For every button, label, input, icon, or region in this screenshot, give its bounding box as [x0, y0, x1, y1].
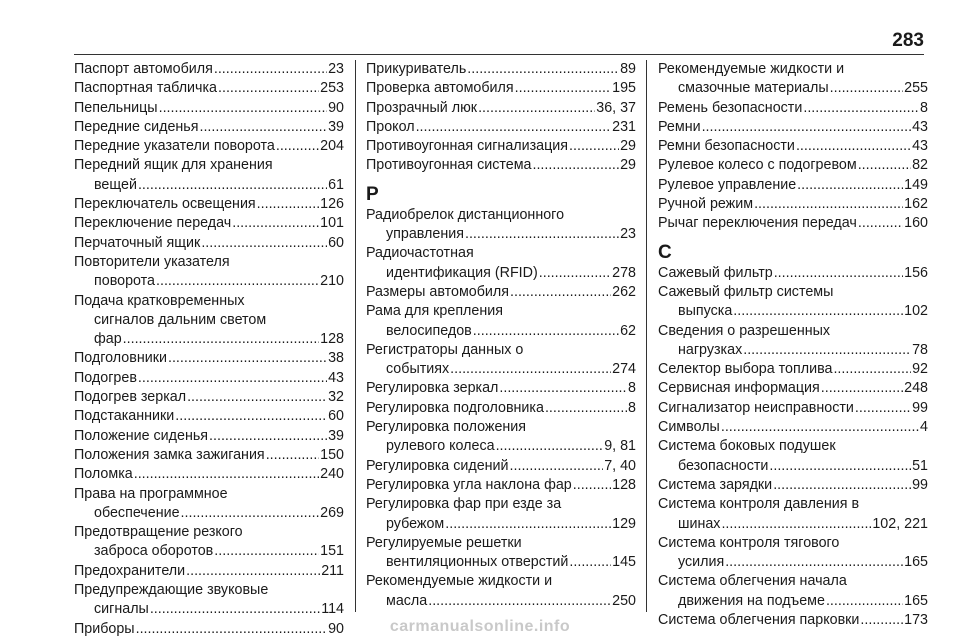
index-entry-line: Регулировка фар при езде за [366, 496, 562, 513]
dot-leader [186, 562, 320, 581]
index-entry-line: Система контроля тягового [658, 534, 840, 551]
dot-leader [721, 515, 871, 534]
index-entry-page: 43 [912, 118, 928, 135]
index-entry-text: Регулировка зеркал [366, 380, 499, 397]
index-entry[interactable] [658, 341, 928, 360]
dot-leader [168, 349, 327, 368]
index-entry[interactable] [658, 156, 928, 175]
index-entry[interactable] [658, 264, 928, 283]
dot-leader [266, 446, 319, 465]
dot-leader [510, 283, 611, 302]
index-entry-page: 248 [904, 380, 928, 397]
column-divider-2 [646, 60, 647, 612]
dot-leader [833, 360, 911, 379]
dot-leader [257, 195, 319, 214]
index-entry-page: 211 [321, 562, 344, 579]
index-entry[interactable] [74, 137, 344, 156]
index-entry-text: Поломка [74, 466, 133, 483]
index-entry[interactable] [74, 542, 344, 561]
index-entry[interactable] [658, 118, 928, 137]
index-entry[interactable] [74, 465, 344, 484]
index-entry[interactable] [366, 553, 636, 572]
index-entry-text: Рулевое колесо с подогревом [658, 157, 857, 174]
index-entry-page: 262 [612, 283, 636, 300]
index-entry[interactable] [658, 99, 928, 118]
dot-leader [232, 214, 319, 233]
index-entry-line: Радиобрелок дистанционного [366, 206, 565, 223]
index-entry-line: Подача кратковременных [74, 292, 245, 309]
index-entry[interactable] [658, 418, 928, 437]
dot-leader [858, 214, 903, 233]
index-entry[interactable] [74, 79, 344, 98]
index-entry-text: вентиляционных отверстий [386, 554, 569, 571]
index-entry-text: Положения замка зажигания [74, 446, 265, 463]
index-entry-page: 151 [320, 543, 344, 560]
index-entry[interactable] [658, 476, 928, 495]
index-entry[interactable] [366, 264, 636, 283]
index-entry-text: заброса оборотов [94, 543, 214, 560]
index-entry-page: 29 [620, 157, 636, 174]
index-entry-text: Передние указатели поворота [74, 138, 275, 155]
header-rule [74, 54, 924, 55]
index-entry-page: 278 [612, 264, 636, 281]
index-entry[interactable] [658, 553, 928, 572]
index-entry[interactable] [658, 399, 928, 418]
dot-leader [754, 195, 903, 214]
index-entry-text: Подогрев зеркал [74, 389, 187, 406]
section-letter: С [658, 241, 672, 263]
dot-leader [830, 79, 903, 98]
index-entry-text: Приборы [74, 620, 135, 637]
dot-leader [445, 515, 611, 534]
index-entry-page: 8 [628, 380, 636, 397]
index-entry-page: 210 [320, 273, 344, 290]
index-entry-page: 274 [612, 361, 636, 378]
index-entry-text: Регулировка сидений [366, 457, 509, 474]
index-entry-text: поворота [94, 273, 156, 290]
index-entry-text: Прозрачный люк [366, 99, 478, 116]
index-entry-page: 29 [620, 138, 636, 155]
index-entry-line: Радиочастотная [366, 245, 474, 262]
index-entry[interactable] [74, 272, 344, 291]
index-entry-text: Проверка автомобиля [366, 80, 514, 97]
index-entry-line: Регулируемые решетки [366, 534, 522, 551]
index-entry-page: 129 [612, 515, 636, 532]
index-entry-page: 92 [912, 361, 928, 378]
index-entry[interactable] [74, 446, 344, 465]
index-entry[interactable] [74, 195, 344, 214]
dot-leader [721, 418, 919, 437]
index-entry-text: обеспечение [94, 504, 180, 521]
index-entry-page: 60 [328, 408, 344, 425]
index-entry[interactable] [74, 330, 344, 349]
index-entry[interactable] [74, 504, 344, 523]
dot-leader [123, 330, 319, 349]
dot-leader [773, 476, 911, 495]
index-entry-page: 102, 221 [872, 515, 928, 532]
dot-leader [725, 553, 903, 572]
dot-leader [855, 399, 911, 418]
index-entry-text: Переключение передач [74, 215, 232, 232]
index-entry-text: Противоугонная система [366, 157, 532, 174]
index-entry-text: Селектор выбора топлива [658, 361, 833, 378]
index-entry-page: 32 [328, 389, 344, 406]
index-entry[interactable] [658, 379, 928, 398]
index-entry-page: 43 [328, 369, 344, 386]
dot-leader [797, 176, 903, 195]
index-entry-text: Подстаканники [74, 408, 175, 425]
index-entry-text: Сажевый фильтр [658, 264, 773, 281]
dot-leader [569, 137, 619, 156]
index-entry-text: выпуска [678, 303, 733, 320]
index-entry-page: 39 [328, 118, 344, 135]
index-entry-page: 23 [328, 61, 344, 77]
index-entry-text: идентификация (RFID) [386, 264, 538, 281]
index-entry-text: Система зарядки [658, 476, 773, 493]
dot-leader [450, 360, 611, 379]
index-entry-page: 90 [328, 620, 344, 637]
dot-leader [510, 457, 604, 476]
index-entry[interactable] [366, 156, 636, 175]
index-entry-text: Символы [658, 419, 720, 436]
dot-leader [138, 176, 327, 195]
dot-leader [156, 272, 319, 291]
dot-leader [159, 99, 328, 118]
index-entry-text: Предохранители [74, 562, 186, 579]
index-entry-text: Прикуриватель [366, 61, 467, 77]
index-entry-text: сигналы [94, 601, 149, 618]
index-entry[interactable] [366, 322, 636, 341]
index-entry-line: Рекомендуемые жидкости и [366, 573, 553, 590]
index-entry-page: 195 [612, 80, 636, 97]
dot-leader [467, 60, 619, 79]
index-entry[interactable] [74, 562, 344, 581]
index-entry-page: 173 [904, 612, 928, 629]
dot-leader [803, 99, 919, 118]
index-entry[interactable] [366, 399, 636, 418]
dot-leader [473, 322, 619, 341]
index-entry-page: 36, 37 [596, 99, 636, 116]
dot-leader [743, 341, 911, 360]
dot-leader [515, 79, 612, 98]
index-entry-page: 8 [920, 99, 928, 116]
dot-leader [478, 99, 595, 118]
index-entry-page: 62 [620, 322, 636, 339]
index-entry[interactable] [658, 360, 928, 379]
index-entry-page: 114 [321, 601, 344, 618]
index-entry-line: Предотвращение резкого [74, 524, 243, 541]
index-entry[interactable] [74, 427, 344, 446]
index-entry[interactable] [366, 79, 636, 98]
dot-leader [569, 553, 611, 572]
index-entry[interactable] [74, 388, 344, 407]
index-entry-text: Ручной режим [658, 196, 754, 213]
index-entry-text: Рулевое управление [658, 176, 797, 193]
index-entry[interactable] [366, 137, 636, 156]
index-entry-line: Регулировка положения [366, 419, 527, 436]
index-entry-text: Передние сиденья [74, 118, 199, 135]
index-entry-page: 145 [612, 554, 636, 571]
page-number: 283 [892, 30, 924, 51]
index-entry[interactable] [366, 118, 636, 137]
index-entry-page: 269 [320, 504, 344, 521]
index-entry-text: безопасности [678, 457, 769, 474]
index-entry[interactable] [74, 176, 344, 195]
index-entry[interactable] [74, 60, 344, 79]
index-entry[interactable] [74, 600, 344, 619]
index-entry-text: Ремень безопасности [658, 99, 803, 116]
index-entry-page: 255 [904, 80, 928, 97]
index-entry-text: Паспорт автомобиля [74, 61, 213, 77]
index-entry-page: 156 [904, 264, 928, 281]
index-entry-text: Ремни [658, 118, 701, 135]
index-entry[interactable] [74, 234, 344, 253]
dot-leader [214, 542, 319, 561]
index-entry-text: Подогрев [74, 369, 137, 386]
index-entry-text: Рычаг переключения передач [658, 215, 857, 232]
index-entry-line: Повторители указателя [74, 253, 230, 270]
dot-leader [214, 60, 327, 79]
index-entry[interactable] [74, 118, 344, 137]
index-entry-text: Положение сиденья [74, 427, 209, 444]
index-entry-page: 89 [620, 61, 636, 77]
index-entry-page: 82 [912, 157, 928, 174]
dot-leader [733, 302, 903, 321]
index-entry-text: рулевого колеса [386, 438, 495, 455]
index-entry[interactable] [366, 515, 636, 534]
index-entry[interactable] [366, 437, 636, 456]
index-column-1 [74, 60, 344, 639]
index-column-2 [366, 60, 636, 611]
index-entry-text: велосипедов [386, 322, 472, 339]
index-entry[interactable] [658, 457, 928, 476]
dot-leader [201, 234, 327, 253]
index-entry[interactable] [658, 302, 928, 321]
dot-leader [769, 457, 911, 476]
index-entry-page: 128 [320, 331, 344, 348]
index-entry-page: 61 [328, 176, 344, 193]
index-entry[interactable] [658, 515, 928, 534]
index-entry-text: фар [94, 331, 122, 348]
index-entry[interactable] [74, 214, 344, 233]
index-entry[interactable] [366, 592, 636, 611]
index-entry-text: Прокол [366, 118, 415, 135]
index-entry-page: 39 [328, 427, 344, 444]
dot-leader [774, 264, 903, 283]
column-divider-1 [355, 60, 356, 612]
dot-leader [858, 156, 911, 175]
dot-leader [532, 156, 619, 175]
index-entry-text: движения на подъеме [678, 592, 825, 609]
dot-leader [175, 407, 327, 426]
index-entry-text: Подголовники [74, 350, 167, 367]
index-entry[interactable] [366, 457, 636, 476]
index-entry-text: управления [386, 226, 464, 243]
index-entry[interactable] [74, 99, 344, 118]
dot-leader [702, 118, 912, 137]
index-entry-page: 253 [320, 80, 344, 97]
index-entry-line: Передний ящик для хранения [74, 157, 273, 174]
index-entry-page: 102 [904, 303, 928, 320]
dot-leader [218, 79, 319, 98]
dot-leader [545, 399, 627, 418]
index-entry-page: 43 [912, 138, 928, 155]
dot-leader [826, 592, 903, 611]
index-entry-line: Система контроля давления в [658, 496, 860, 513]
dot-leader [428, 592, 611, 611]
index-entry-text: событиях [386, 361, 450, 378]
index-entry-page: 250 [612, 592, 636, 609]
index-entry-line: Права на программное [74, 485, 228, 502]
index-entry-page: 128 [612, 476, 636, 493]
index-entry-line: Рама для крепления [366, 303, 503, 320]
index-entry-page: 160 [904, 215, 928, 232]
section-letter: Р [366, 183, 379, 205]
index-entry-page: 101 [320, 215, 344, 232]
index-entry-line: Рекомендуемые жидкости и [658, 61, 845, 77]
index-entry-text: Пепельницы [74, 99, 158, 116]
index-entry-page: 165 [904, 554, 928, 571]
index-entry-page: 99 [912, 399, 928, 416]
index-entry-page: 126 [320, 196, 344, 213]
index-entry-page: 90 [328, 99, 344, 116]
index-entry-text: смазочные материалы [678, 80, 829, 97]
index-entry-text: масла [386, 592, 428, 609]
index-entry-page: 4 [920, 419, 928, 436]
index-entry-page: 38 [328, 350, 344, 367]
index-entry[interactable] [366, 283, 636, 302]
index-entry-page: 78 [912, 341, 928, 358]
index-entry[interactable] [658, 176, 928, 195]
index-entry-text: Размеры автомобиля [366, 283, 509, 300]
index-entry-page: 60 [328, 234, 344, 251]
dot-leader [796, 137, 911, 156]
index-entry-page: 150 [320, 446, 344, 463]
index-entry[interactable] [366, 360, 636, 379]
index-entry-page: 165 [904, 592, 928, 609]
index-entry-text: Регулировка угла наклона фар [366, 476, 572, 493]
index-entry[interactable] [74, 349, 344, 368]
index-entry-line: Регистраторы данных о [366, 341, 524, 358]
index-entry-page: 51 [912, 457, 928, 474]
index-entry-page: 204 [320, 138, 344, 155]
index-entry-text: шинах [678, 515, 721, 532]
index-entry-text: Сервисная информация [658, 380, 820, 397]
index-entry-text: Перчаточный ящик [74, 234, 201, 251]
index-entry-text: Переключатель освещения [74, 196, 256, 213]
index-entry-text: Сигнализатор неисправности [658, 399, 854, 416]
index-entry-text: Система облегчения парковки [658, 612, 860, 629]
index-entry-page: 149 [904, 176, 928, 193]
index-entry[interactable] [74, 407, 344, 426]
dot-leader [539, 264, 611, 283]
index-entry-text: Противоугонная сигнализация [366, 138, 569, 155]
index-entry-page: 240 [320, 466, 344, 483]
dot-leader [416, 118, 612, 137]
index-entry[interactable] [658, 214, 928, 233]
index-entry-page: 162 [904, 196, 928, 213]
dot-leader [209, 427, 327, 446]
index-entry-text: нагрузках [678, 341, 743, 358]
index-entry-text: Паспортная табличка [74, 80, 217, 97]
index-entry[interactable] [658, 137, 928, 156]
index-entry-text: рубежом [386, 515, 445, 532]
index-entry-text: Ремни безопасности [658, 138, 795, 155]
dot-leader [199, 118, 327, 137]
index-entry[interactable] [658, 195, 928, 214]
dot-leader [150, 600, 320, 619]
index-entry[interactable] [74, 369, 344, 388]
dot-leader [187, 388, 327, 407]
index-entry[interactable] [658, 79, 928, 98]
index-entry-line: Сведения о разрешенных [658, 322, 831, 339]
index-entry-line: Система облегчения начала [658, 573, 847, 590]
index-entry[interactable] [366, 476, 636, 495]
index-entry-page: 9, 81 [604, 438, 636, 455]
index-entry-page: 8 [628, 399, 636, 416]
index-entry-text: вещей [94, 176, 137, 193]
dot-leader [276, 137, 319, 156]
index-entry-page: 99 [912, 476, 928, 493]
index-column-3 [658, 60, 928, 630]
index-entry-page: 231 [612, 118, 636, 135]
dot-leader [496, 437, 604, 456]
dot-leader [181, 504, 320, 523]
index-entry[interactable] [366, 379, 636, 398]
index-entry-text: Регулировка подголовника [366, 399, 544, 416]
dot-leader [134, 465, 319, 484]
index-entry-line: Сажевый фильтр системы [658, 283, 834, 300]
dot-leader [821, 379, 903, 398]
dot-leader [573, 476, 611, 495]
index-entry-line: Предупреждающие звуковые [74, 582, 269, 599]
index-entry[interactable] [366, 225, 636, 244]
index-entry-text: усилия [678, 554, 725, 571]
watermark: carmanualsonline.info [389, 618, 571, 635]
index-entry[interactable] [658, 592, 928, 611]
index-entry-page: 7, 40 [604, 457, 636, 474]
index-entry-line: Система боковых подушек [658, 438, 836, 455]
dot-leader [465, 225, 619, 244]
index-entry[interactable] [366, 60, 636, 79]
index-entry-page: 23 [620, 226, 636, 243]
index-entry[interactable] [366, 99, 636, 118]
index-entry-line: сигналов дальним светом [94, 311, 267, 328]
dot-leader [499, 379, 627, 398]
dot-leader [138, 369, 327, 388]
